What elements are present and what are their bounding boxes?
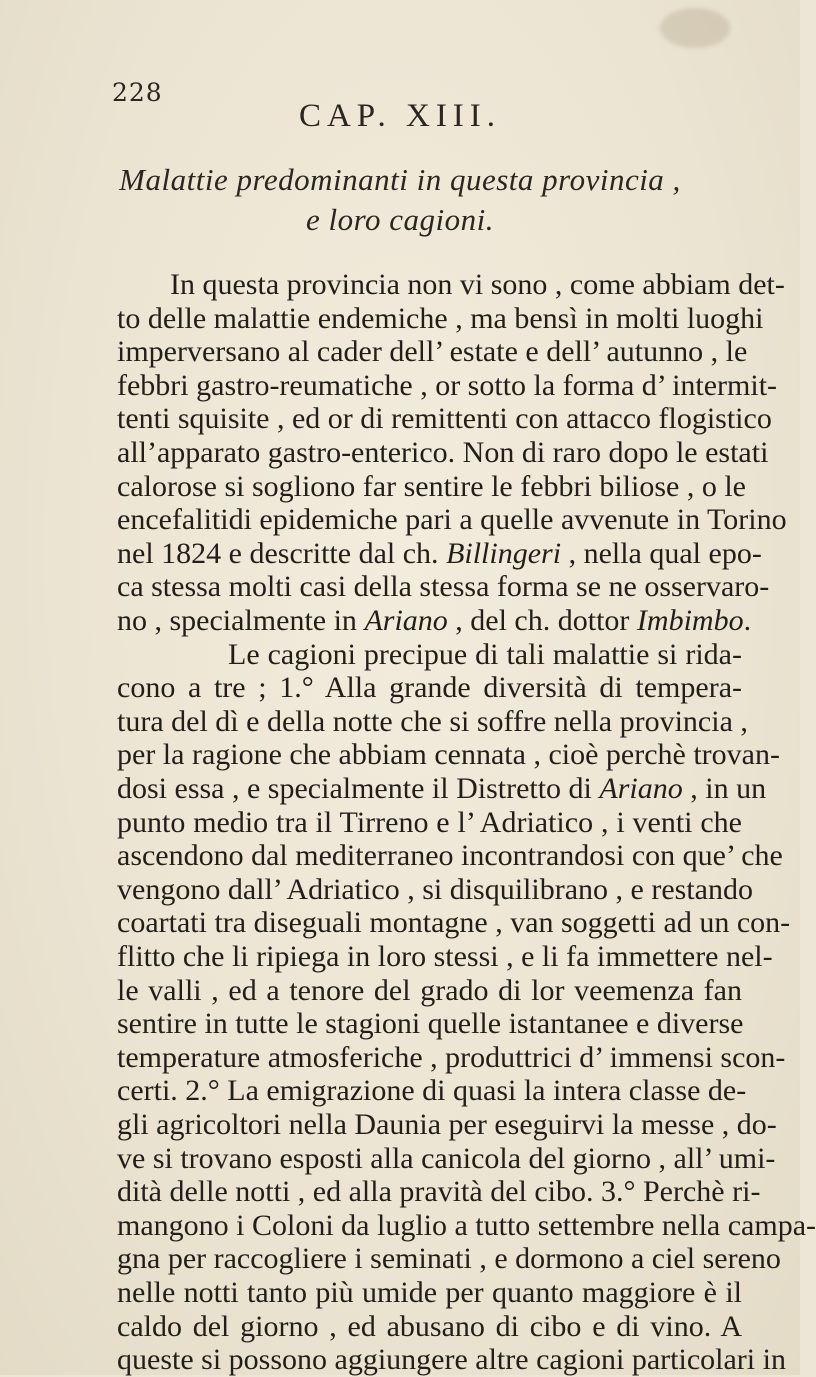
- text-line: no , specialmente in Ariano , del ch. dottor Imbimbo.: [117, 604, 752, 637]
- text-line: per la ragione che abbiam cennata , cioè perchè trovan-: [117, 738, 780, 772]
- page-stain: [660, 8, 730, 48]
- text-line: queste si possono aggiungere altre cagioni particolari in: [117, 1343, 786, 1377]
- text-line: gli agricoltori nella Daunia per eseguirvi la messe , do-: [117, 1108, 777, 1141]
- text-line: ve si trovano esposti alla canicola del giorno , all’ umi-: [117, 1141, 776, 1175]
- text-line: coartati tra diseguali montagne , van soggetti ad un con-: [117, 906, 791, 940]
- text-line: tura del dì e della notte che si soffre nella provincia ,: [117, 704, 748, 738]
- text-line: sentire in tutte le stagioni quelle istantanee e diverse: [117, 1007, 744, 1041]
- text-line: ca stessa molti casi della stessa forma se ne osservaro-: [117, 570, 770, 604]
- text-line: certi. 2.° La emigrazione di quasi la intera classe de-: [117, 1074, 747, 1108]
- text-line: to delle malattie endemiche , ma bensì in molti luoghi: [117, 301, 764, 335]
- text-line: cono a tre ; 1.° Alla grande diversità di tempera-: [117, 671, 742, 705]
- text-line: calorose si sogliono far sentire le febbri biliose , o le: [117, 469, 746, 503]
- text-line: febbri gastro-reumatiche , or sotto la forma d’ intermit-: [117, 368, 778, 402]
- text-line: le valli , ed a tenore del grado di lor veemenza fan: [117, 973, 742, 1007]
- text-line: encefalitidi epidemiche pari a quelle avvenute in Torino: [117, 503, 787, 537]
- text-line: tenti squisite , ed or di remittenti con attacco flogistico: [117, 402, 772, 436]
- chapter-heading: CAP. XIII.: [298, 98, 502, 134]
- text-line: Le cagioni precipue di tali malattie si rida-: [228, 637, 742, 671]
- text-line: ascendono dal mediterraneo incontrandosi con que’ che: [117, 839, 783, 873]
- text-line: mangono i Coloni da luglio a tutto settembre nella campa-: [117, 1208, 816, 1242]
- text-line: dosi essa , e specialmente il Distretto di Ariano , in un: [117, 772, 767, 805]
- text-line: nelle notti tanto più umide per quanto maggiore è il: [117, 1276, 742, 1309]
- page-number: 228: [112, 78, 163, 107]
- chapter-subtitle-line-2: e loro cagioni.: [305, 202, 495, 237]
- text-line: nel 1824 e descritte dal ch. Billingeri , nella qual epo-: [117, 536, 762, 570]
- text-line: dità delle notti , ed alla pravità del cibo. 3.° Perchè ri-: [117, 1175, 761, 1209]
- text-line: imperversano al cader dell’ estate e dell’ autunno , le: [117, 335, 748, 369]
- text-line: temperature atmosferiche , produttrici d’ immensi scon-: [117, 1040, 786, 1074]
- text-line: punto medio tra il Tirreno e l’ Adriatico , i venti che: [117, 805, 742, 839]
- text-line: gna per raccogliere i seminati , e dormono a ciel sereno: [117, 1242, 781, 1276]
- text-line: caldo del giorno , ed abusano di cibo e di vino. A: [117, 1309, 742, 1343]
- chapter-subtitle-line-1: Malattie predominanti in questa provincia ,: [119, 162, 681, 197]
- text-line: all’apparato gastro-enterico. Non di raro dopo le estati: [117, 436, 769, 469]
- text-line: flitto che li ripiega in loro stessi , e li fa immettere nel-: [117, 940, 773, 973]
- text-line: vengono dall’ Adriatico , si disquilibrano , e restando: [117, 872, 753, 906]
- text-line: In questa provincia non vi sono , come abbiam det-: [170, 268, 785, 301]
